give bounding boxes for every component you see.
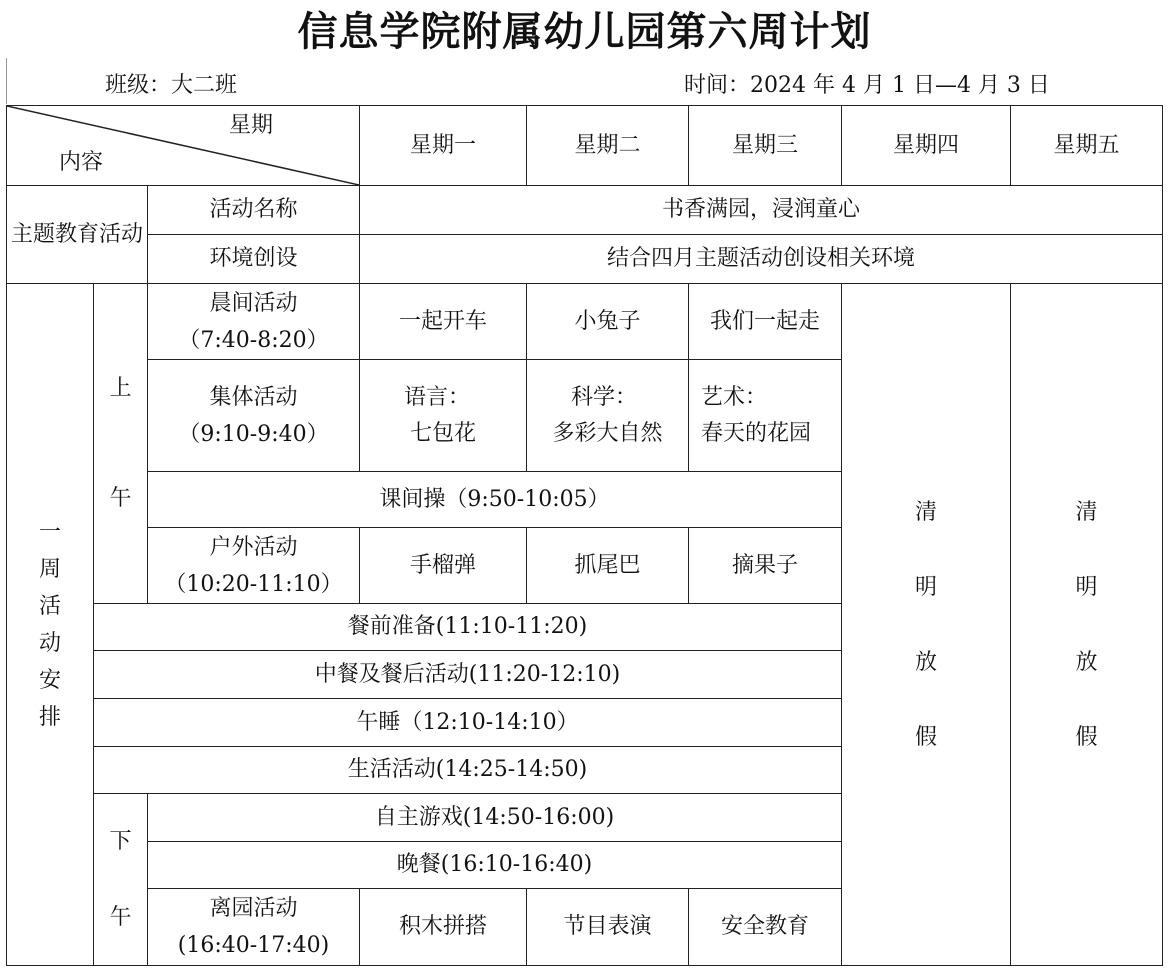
pm-label-char: 下	[109, 828, 132, 854]
day-header-fri: 星期五	[1011, 106, 1163, 186]
holiday-char: 放	[915, 649, 938, 675]
morning-activity-label	[148, 284, 360, 360]
outdoor-activity-name: 户外活动	[209, 534, 298, 560]
header-weekday-label: 星期	[229, 113, 274, 138]
dinner-cell: 晚餐(16:10-16:40)	[148, 842, 842, 889]
free-play-cell: 自主游戏(14:50-16:00)	[148, 794, 842, 842]
theme-activity-name-label: 活动名称	[148, 186, 360, 235]
morning-wed: 我们一起走	[689, 284, 842, 360]
pm-label	[94, 794, 148, 966]
header-content-label: 内容	[59, 150, 104, 175]
day-header-wed: 星期三	[689, 106, 842, 186]
outdoor-activity-label	[148, 528, 360, 604]
morning-mon: 一起开车	[360, 284, 527, 360]
group-mon	[360, 360, 527, 472]
group-tue-subject: 科学：	[571, 384, 638, 410]
morning-activity-time: （7:40-8:20）	[178, 327, 329, 353]
day-header-thu: 星期四	[842, 106, 1011, 186]
theme-environment-label: 环境创设	[148, 235, 360, 284]
holiday-char: 清	[915, 499, 938, 525]
pm-label-char: 午	[109, 904, 132, 930]
morning-tue: 小兔子	[527, 284, 689, 360]
header-diagonal-cell	[7, 106, 360, 186]
theme-row-env	[7, 235, 1163, 284]
exercise-cell: 课间操（9:50-10:05）	[148, 472, 842, 528]
page-title: 信息学院附属幼儿园第六周计划	[297, 9, 872, 55]
am-label	[94, 284, 148, 604]
row-morning	[7, 284, 1163, 360]
leave-mon: 积木拼搭	[360, 889, 527, 966]
leave-activity-label	[148, 889, 360, 966]
week-label-char: 一	[38, 519, 61, 545]
lunch-cell: 中餐及餐后活动(11:20-12:10)	[94, 651, 842, 699]
am-label-char: 午	[109, 485, 132, 511]
group-activity-time: （9:10-9:40）	[178, 421, 329, 447]
outdoor-mon: 手榴弹	[360, 528, 527, 604]
day-header-tue: 星期二	[527, 106, 689, 186]
leave-activity-time: (16:40-17:40)	[177, 933, 330, 958]
left-edge-line	[6, 58, 7, 104]
header-row	[7, 106, 1163, 186]
group-activity-name: 集体活动	[209, 384, 298, 410]
group-activity-label	[148, 360, 360, 472]
group-wed	[689, 360, 842, 472]
leave-wed: 安全教育	[689, 889, 842, 966]
friday-holiday	[1011, 284, 1163, 966]
theme-environment-value: 结合四月主题活动创设相关环境	[360, 235, 1163, 284]
outdoor-wed: 摘果子	[689, 528, 842, 604]
theme-label: 主题教育活动	[7, 186, 148, 284]
theme-row-name	[7, 186, 1163, 235]
week-label-char: 安	[38, 667, 61, 693]
week-label-char: 动	[38, 630, 61, 656]
group-wed-topic: 春天的花园	[701, 420, 812, 446]
day-header-mon: 星期一	[360, 106, 527, 186]
holiday-char: 明	[1075, 574, 1098, 600]
time-label: 时间：2024 年 4 月 1 日—4 月 3 日	[684, 73, 1050, 98]
holiday-char: 清	[1075, 499, 1098, 525]
group-tue	[527, 360, 689, 472]
morning-activity-name: 晨间活动	[209, 290, 298, 316]
leave-activity-name: 离园活动	[209, 896, 298, 921]
holiday-char: 明	[915, 574, 938, 600]
week-label-char: 周	[38, 556, 61, 582]
week-label-char: 活	[38, 593, 61, 619]
week-schedule-label	[7, 284, 94, 966]
holiday-char: 假	[1075, 724, 1098, 750]
holiday-char: 假	[915, 724, 938, 750]
nap-cell: 午睡（12:10-14:10）	[94, 699, 842, 747]
holiday-char: 放	[1075, 649, 1098, 675]
outdoor-activity-time: （10:20-11:10）	[164, 571, 343, 597]
group-mon-topic: 七包花	[410, 420, 477, 446]
group-mon-subject: 语言：	[404, 384, 471, 410]
thursday-holiday	[842, 284, 1011, 966]
group-tue-topic: 多彩大自然	[552, 420, 663, 446]
class-label: 班级：大二班	[105, 73, 238, 98]
outdoor-tue: 抓尾巴	[527, 528, 689, 604]
leave-tue: 节目表演	[527, 889, 689, 966]
am-label-char: 上	[109, 375, 132, 401]
weekly-plan-table	[6, 105, 1163, 966]
group-wed-subject: 艺术：	[701, 384, 768, 410]
theme-activity-name-value: 书香满园，浸润童心	[360, 186, 1163, 235]
meal-prep-cell: 餐前准备(11:10-11:20)	[94, 604, 842, 651]
week-label-char: 排	[38, 704, 61, 730]
life-activity-cell: 生活活动(14:25-14:50)	[94, 747, 842, 794]
